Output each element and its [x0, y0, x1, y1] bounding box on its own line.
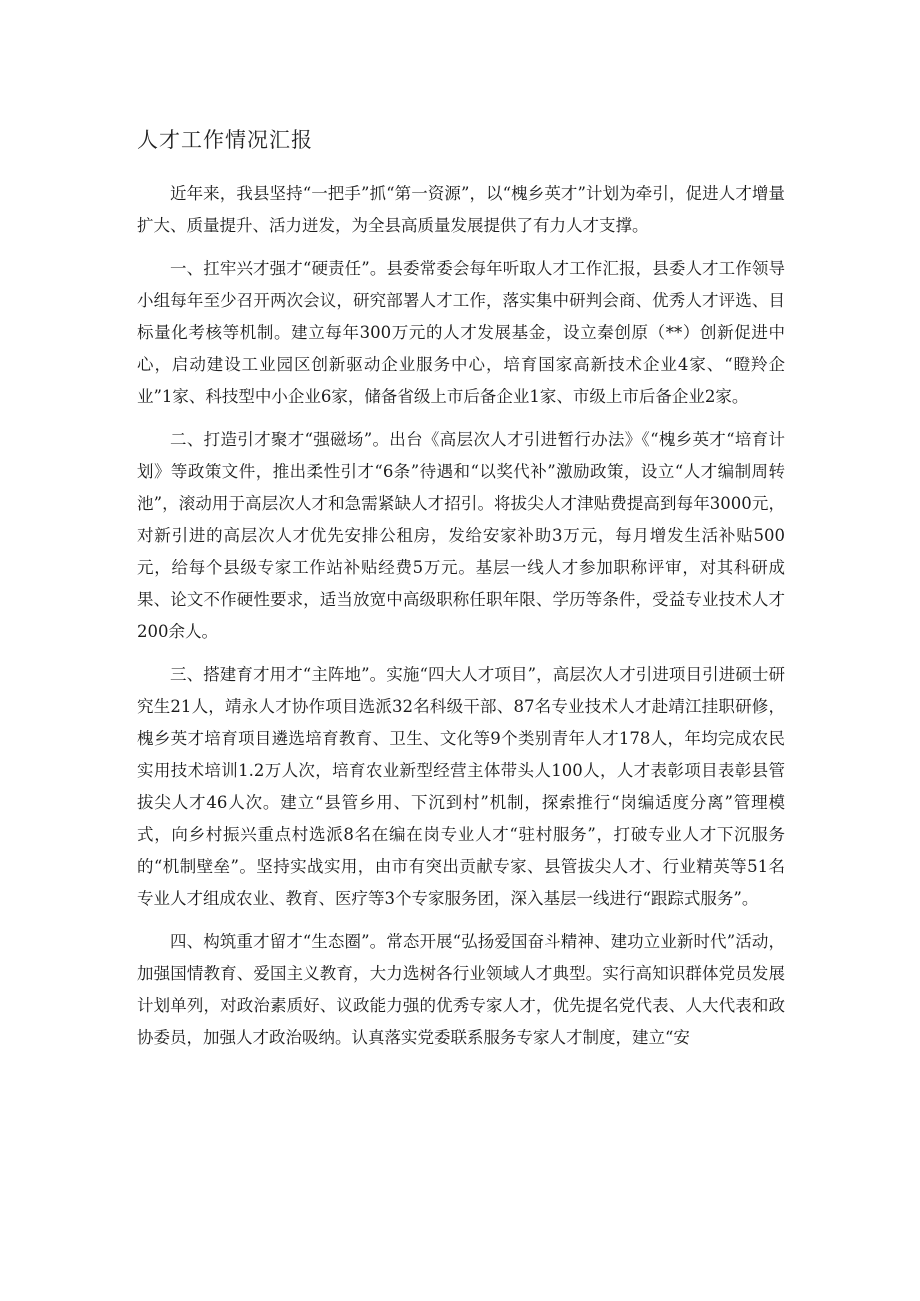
paragraph-section-3: 三、搭建育才用才“主阵地”。实施“四大人才项目”，高层次人才引进项目引进硕士研究生21人，靖永人才协作项目选派32名科级干部、87名专业技术人才赴靖江挂职研修，槐乡英才培育项目遴选培育教育、卫生、文化等9个类别青年人才178人，年均完成农民实用技术培训1.2万人次，培育农业新型经营主体带头人100人，人才表彰项目表彰县管拔尖人才46人次。建立“县管乡用、下沉到村”机制，探索推行“岗编适度分离”管理模式，向乡村振兴重点村选派8名在编在岗专业人才“驻村服务”，打破专业人才下沉服务的“机制壁垒”。坚持实战实用，由市有突出贡献专家、县管拔尖人才、行业精英等51名专业人才组成农业、教育、医疗等3个专家服务团，深入基层一线进行“跟踪式服务”。	[137, 665, 785, 908]
paragraph-section-1: 一、扛牢兴才强才“硬责任”。县委常委会每年听取人才工作汇报，县委人才工作领导小组每年至少召开两次会议，研究部署人才工作，落实集中研判会商、优秀人才评选、目标量化考核等机制。建立每年300万元的人才发展基金，设立秦创原（**）创新促进中心，启动建设工业园区创新驱动企业服务中心，培育国家高新技术企业4家、“瞪羚企业”1家、科技型中小企业6家，储备省级上市后备企业1家、市级上市后备企业2家。	[137, 259, 785, 406]
document-body	[137, 178, 785, 1065]
document-title: 人才工作情况汇报	[137, 128, 313, 152]
paragraph-section-2: 二、打造引才聚才“强磁场”。出台《高层次人才引进暂行办法》《“槐乡英才“培育计划》等政策文件，推出柔性引才“6条”待遇和“以奖代补”激励政策，设立“人才编制周转池”，滚动用于高层次人才和急需紧缺人才招引。将拔尖人才津贴费提高到每年3000元，对新引进的高层次人才优先安排公租房，发给安家补助3万元，每月增发生活补贴500元，给每个县级专家工作站补贴经费5万元。基层一线人才参加职称评审，对其科研成果、论文不作硬性要求，适当放宽中高级职称任职年限、学历等条件，受益专业技术人才200余人。	[137, 430, 785, 641]
paragraph-section-4: 四、构筑重才留才“生态圈”。常态开展“弘扬爱国奋斗精神、建功立业新时代”活动，加强国情教育、爱国主义教育，大力选树各行业领域人才典型。实行高知识群体党员发展计划单列，对政治素质好、议政能力强的优秀专家人才，优先提名党代表、人大代表和政协委员，加强人才政治吸纳。认真落实党委联系服务专家人才制度，建立“安	[137, 932, 785, 1047]
paragraph-intro: 近年来，我县坚持“一把手”抓“第一资源”，以“槐乡英才”计划为牵引，促进人才增量扩大、质量提升、活力迸发，为全县高质量发展提供了有力人才支撑。	[137, 184, 785, 235]
